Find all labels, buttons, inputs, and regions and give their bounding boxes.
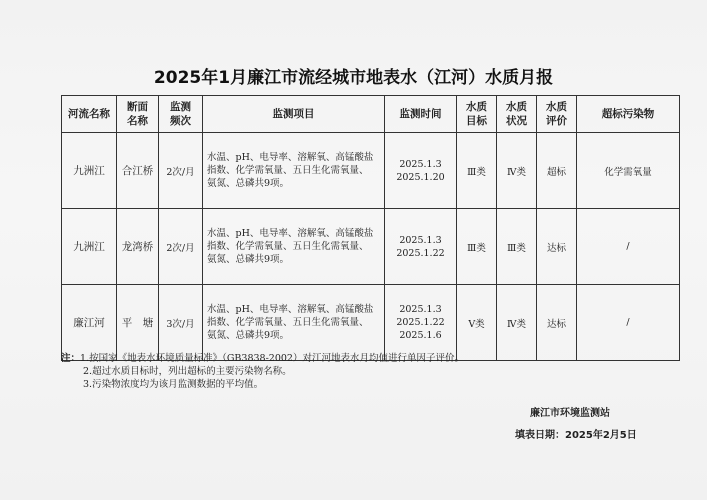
header-section: 断面 名称	[117, 96, 159, 133]
cell-time: 2025.1.3 2025.1.22	[385, 209, 457, 285]
cell-time: 2025.1.3 2025.1.20	[385, 133, 457, 209]
cell-river: 廉江河	[62, 285, 117, 361]
cell-frequency: 3次/月	[159, 285, 203, 361]
cell-section: 平 塘	[117, 285, 159, 361]
cell-items: 水温、pH、电导率、溶解氧、高锰酸盐 指数、化学需氧量、五日生化需氧量、 氨氮、总磷共9项。	[203, 133, 385, 209]
cell-river: 九洲江	[62, 133, 117, 209]
station-name: 廉江市环境监测站	[530, 408, 610, 419]
cell-frequency: 2次/月	[159, 209, 203, 285]
header-items: 监测项目	[203, 96, 385, 133]
cell-target: Ⅲ类	[457, 133, 497, 209]
note-line: 注：1.按国家《地表水环境质量标准》（GB3838-2002）对江河地表水月均值进行单因子评价。	[61, 353, 464, 364]
cell-evaluation: 超标	[537, 133, 577, 209]
cell-frequency: 2次/月	[159, 133, 203, 209]
cell-section: 合江桥	[117, 133, 159, 209]
water-quality-table	[61, 95, 680, 361]
header-evaluation: 水质 评价	[537, 96, 577, 133]
note-line: 2.超过水质目标时，列出超标的主要污染物名称。	[83, 366, 292, 377]
header-status: 水质 状况	[497, 96, 537, 133]
cell-pollutant: /	[577, 209, 680, 285]
header-time: 监测时间	[385, 96, 457, 133]
table-row	[62, 133, 680, 209]
cell-section: 龙湾桥	[117, 209, 159, 285]
cell-status: Ⅳ类	[497, 133, 537, 209]
header-pollutant: 超标污染物	[577, 96, 680, 133]
cell-evaluation: 达标	[537, 209, 577, 285]
fill-date: 填表日期：2025年2月5日	[515, 430, 637, 441]
cell-status: Ⅳ类	[497, 285, 537, 361]
cell-pollutant: 化学需氧量	[577, 133, 680, 209]
cell-items: 水温、pH、电导率、溶解氧、高锰酸盐 指数、化学需氧量、五日生化需氧量、 氨氮、总磷共9项。	[203, 285, 385, 361]
notes-section	[61, 352, 681, 391]
table-row	[62, 285, 680, 361]
cell-river: 九洲江	[62, 209, 117, 285]
cell-pollutant: /	[577, 285, 680, 361]
header-river: 河流名称	[62, 96, 117, 133]
cell-target: Ⅲ类	[457, 209, 497, 285]
table-header-row	[62, 96, 680, 133]
cell-status: Ⅲ类	[497, 209, 537, 285]
note-line: 3.污染物浓度均为该月监测数据的平均值。	[83, 379, 264, 390]
header-frequency: 监测 频次	[159, 96, 203, 133]
cell-evaluation: 达标	[537, 285, 577, 361]
page-title: 2025年1月廉江市流经城市地表水（江河）水质月报	[153, 68, 554, 88]
cell-time: 2025.1.3 2025.1.22 2025.1.6	[385, 285, 457, 361]
cell-items: 水温、pH、电导率、溶解氧、高锰酸盐 指数、化学需氧量、五日生化需氧量、 氨氮、总磷共9项。	[203, 209, 385, 285]
header-target: 水质 目标	[457, 96, 497, 133]
table-row	[62, 209, 680, 285]
cell-target: Ⅴ类	[457, 285, 497, 361]
